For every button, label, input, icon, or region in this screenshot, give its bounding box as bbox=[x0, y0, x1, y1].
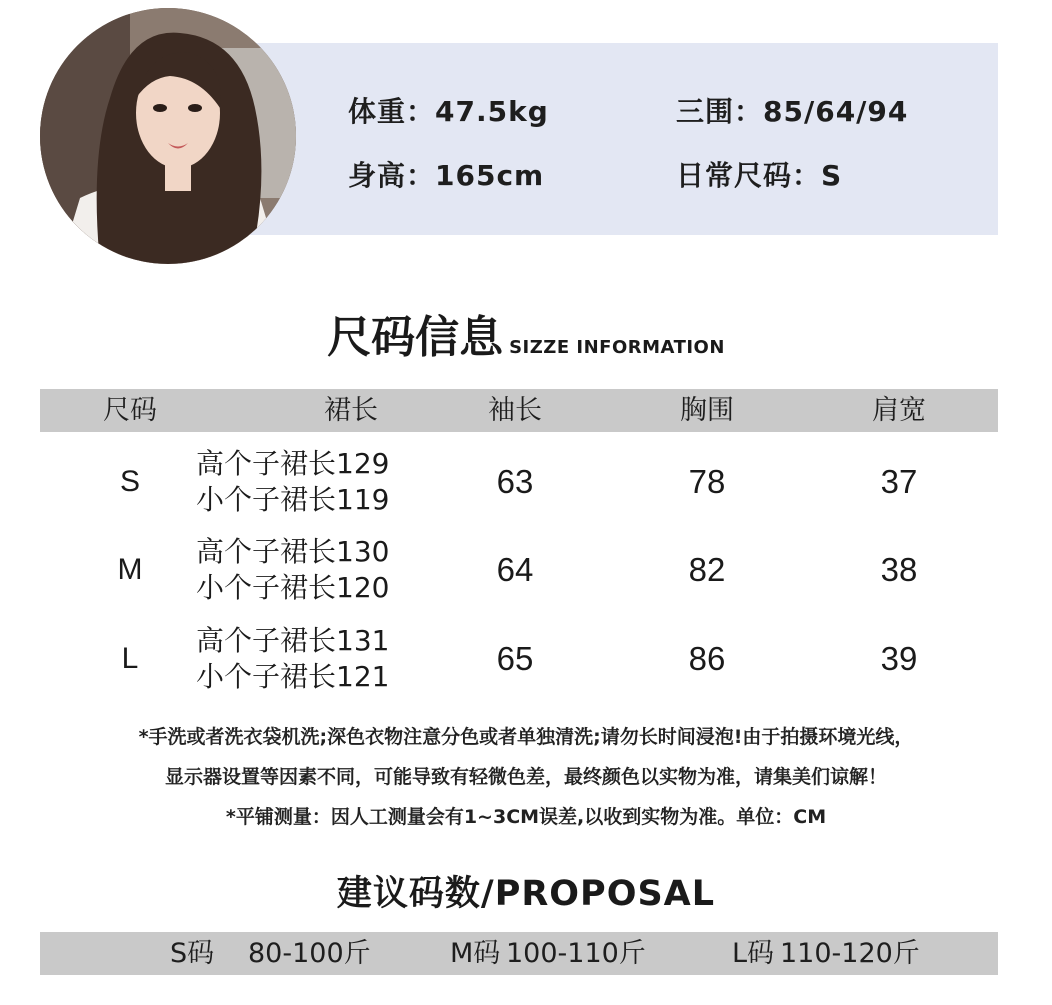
care-note-line-1: *手洗或者洗衣袋机洗;深色衣物注意分色或者单独清洗;请勿长时间浸泡!由于拍摄环境光线， bbox=[138, 726, 914, 748]
size-info-title bbox=[0, 300, 1052, 363]
row-skirt-length bbox=[196, 623, 426, 695]
row-shoulder: 37 bbox=[880, 463, 918, 500]
usual-size-stat bbox=[676, 154, 842, 194]
skirt-short: 小个子裙长121 bbox=[196, 660, 390, 693]
height-label: 身高： bbox=[348, 159, 436, 192]
proposal-bar bbox=[40, 932, 998, 975]
row-size: S bbox=[119, 465, 140, 498]
header-sleeve-length: 袖长 bbox=[488, 395, 542, 426]
size-info-title-cn: 尺码信息 bbox=[327, 312, 504, 363]
weight-stat bbox=[348, 90, 549, 130]
measurement-note: *平铺测量：因人工测量会有1~3CM误差,以收到实物为准。单位：CM bbox=[225, 806, 827, 828]
header-chest: 胸围 bbox=[680, 395, 734, 426]
skirt-short: 小个子裙长119 bbox=[196, 483, 390, 516]
weight-label: 体重： bbox=[348, 95, 436, 128]
model-avatar bbox=[40, 8, 296, 264]
skirt-tall: 高个子裙长130 bbox=[196, 535, 390, 568]
row-skirt-length bbox=[196, 446, 426, 518]
weight-value: 47.5kg bbox=[435, 95, 549, 128]
row-size: M bbox=[117, 553, 143, 586]
usual-size-label: 日常尺码： bbox=[676, 159, 822, 192]
skirt-tall: 高个子裙长129 bbox=[196, 447, 390, 480]
skirt-tall: 高个子裙长131 bbox=[196, 624, 390, 657]
proposal-s-size: S码 bbox=[170, 938, 215, 969]
proposal-l-range: 110-120斤 bbox=[780, 938, 920, 969]
table-row bbox=[0, 438, 1052, 526]
row-skirt-length bbox=[196, 534, 426, 606]
row-chest: 78 bbox=[688, 463, 726, 500]
measurements-value: 85/64/94 bbox=[763, 95, 909, 128]
proposal-s-range: 80-100斤 bbox=[248, 938, 371, 969]
usual-size-value: S bbox=[821, 159, 843, 192]
header-size: 尺码 bbox=[103, 395, 157, 426]
height-value: 165cm bbox=[435, 159, 545, 192]
header-shoulder: 肩宽 bbox=[872, 395, 926, 426]
model-info-panel bbox=[230, 43, 998, 235]
row-chest: 82 bbox=[688, 551, 726, 588]
row-size: L bbox=[121, 642, 139, 675]
measurements-label: 三围： bbox=[676, 95, 764, 128]
row-shoulder: 38 bbox=[880, 551, 918, 588]
header-skirt-length: 裙长 bbox=[324, 395, 378, 426]
row-sleeve: 65 bbox=[496, 640, 534, 677]
table-row bbox=[0, 526, 1052, 614]
table-row bbox=[0, 615, 1052, 703]
care-note-line-2: 显示器设置等因素不同，可能导致有轻微色差，最终颜色以实物为准，请集美们谅解！ bbox=[164, 766, 887, 788]
size-table-header bbox=[40, 389, 998, 432]
row-chest: 86 bbox=[688, 640, 726, 677]
proposal-m-range: 100-110斤 bbox=[506, 938, 646, 969]
proposal-m-size: M码 bbox=[450, 938, 501, 969]
proposal-l-size: L码 bbox=[732, 938, 775, 969]
row-shoulder: 39 bbox=[880, 640, 918, 677]
proposal-title: 建议码数/PROPOSAL bbox=[336, 874, 716, 914]
height-stat bbox=[348, 154, 544, 194]
size-info-title-en: SIZZE INFORMATION bbox=[509, 337, 725, 358]
measurements-stat bbox=[676, 90, 908, 130]
skirt-short: 小个子裙长120 bbox=[196, 571, 390, 604]
row-sleeve: 64 bbox=[496, 551, 534, 588]
row-sleeve: 63 bbox=[496, 463, 534, 500]
